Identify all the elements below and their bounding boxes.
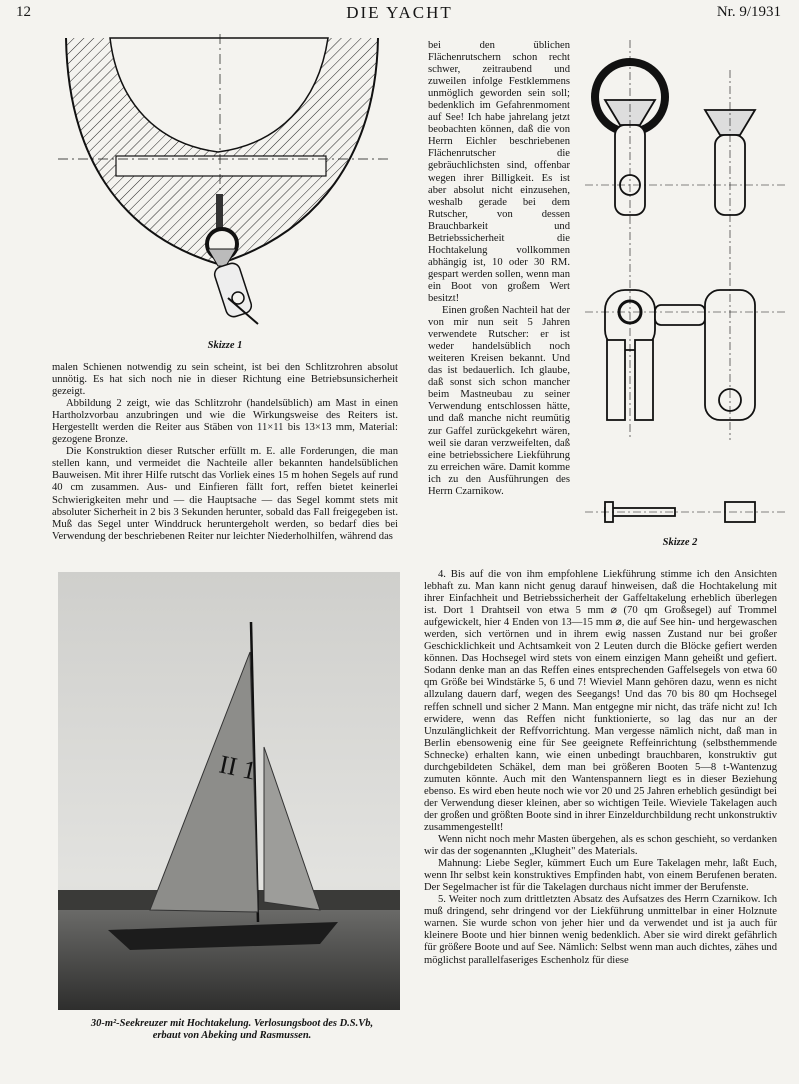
sketch2-slider-parts bbox=[585, 40, 785, 540]
paragraph: Mahnung: Liebe Segler, kümmert Euch um Eure Takelagen mehr, laßt Euch, wenn Ihr selbst kein konstruktives Empfinden habt, von einem Berufenen beraten. Der Segelmacher ist für die Takelagen durchaus nicht immer der Berufenste. bbox=[424, 858, 777, 894]
right-column-text bbox=[424, 569, 777, 967]
paragraph: Einen großen Nachteil hat der von mir nun seit 5 Jahren verwendete Rutscher: er ist weder handelsüblich noch weiteren Kreisen bekannt. Und das ist bedauerlich. Ich glaube, daß sonst sich schon mancher beim Mastneubau zu seiner Verwendung entschlossen hätte, und daß manche nicht reumütig zur Gaffel zurückgekehrt wären, weil sie daran verzweifelten, daß eine betriebssichere Liekführung zu erreichen wäre. Damit komme ich zu den Ausführungen des Herrn Czarnikow. bbox=[428, 305, 570, 497]
middle-column-text bbox=[428, 40, 570, 498]
photo-caption bbox=[52, 1018, 412, 1042]
sailboat-photo bbox=[58, 572, 400, 1010]
paragraph: 4. Bis auf die von ihm empfohlene Liekführung stimme ich den Ansichten lebhaft zu. Man kann nicht genug darauf hinweisen, daß die Hochtakelung mit ihrer Einfachheit und Betriebssicherheit der Gaffeltakelung erheblich überlegen ist. Dort 1 Drahtseil von etwa 5 mm ⌀ (70 qm Großsegel) auf Trommel aufgewickelt, hier 4 Enden von 13—15 mm ⌀, die auf See hin- und hergewaschen werden, sich vertörnen und in ihrem ewig nassen Zustand nur bei großer Geschicklichkeit und Achtsamkeit von 2 Leuten durch die Blöcke gefiert werden können. Das Hochsegel wird stets von einem einzigen Mann geheißt und gefiert. Sodann denke man an das Reffen eines entsprechenden Gaffelsegels von etwa 60 qm Größe bei Windstärke 5, 6 und 7! Wieviel Mann gehören dazu, wenn es nicht allzulang dauern darf, wegen des Seegangs! Und das 70 bis 80 qm Hochsegel reffen schnell und sicher 2 Mann. Man entgegne mir nicht, das träfe nicht zu! Ich erwidere, wenn das Reffen nicht funktionierte, so lag das nur an der Unzulänglichkeit der Reffvorrichtung. Man vergesse nämlich nicht, daß man in Berlin ebensowenig eine für See geeignete Reffeinrichtung (selbsthemmende Schnecke) erhalten kann, wie einen unbedingt brauchbaren, konstruktiv gut durchgebildeten Schäkel, dem man bei größeren Booten 5—8 t-Wantenzug zumuten könnte. Auch mit den Wantenspannern liegt es in dieser Beziehung ebenso. Es wird eben heute noch wie vor 20 und 25 Jahren erheblich gesündigt bei der Verwendung dieser kleinen, aber so wichtigen Teile. Wieviele Takelagen auch der großen und größten Boote sind in ihrer Einzeldurchbildung recht unkonstruktiv zusammengestellt! bbox=[424, 569, 777, 833]
paragraph: Wenn nicht noch mehr Masten übergehen, als es schon geschieht, so verdanken wir das der sogenannten „Klugheit" des Materials. bbox=[424, 834, 777, 858]
paragraph: Abbildung 2 zeigt, wie das Schlitzrohr (handelsüblich) am Mast in einen Hartholzvorbau anzubringen und wie die Wirkungsweise des Reiters ist. Hergestellt werden die Reiter aus Stäben von 11×11 bis 13×13 mm, Material: gezogene Bronze. bbox=[52, 398, 398, 446]
paragraph: Die Konstruktion dieser Rutscher erfüllt m. E. alle Forderungen, die man stellen kann, und vermeidet die Nachteile aller bekannten handelsüblichen Bauweisen. Mit ihrer Hilfe rutscht das Vorliek eines 15 m hohen Segels auf rund 40 cm zusammen. Aus- und Einfieren fällt fort, reffen bietet keinerlei Schwierigkeiten mehr und — die Hauptsache — das Segel kommt stets mit absoluter Sicherheit in 2 bis 3 Sekunden herunter, sobald das Fall freigegeben ist. Muß das Segel unter Winddruck heruntergeholt werden, so bedarf dies bei Verwendung der beschriebenen Reiter nur leichter Niederholhilfen, während das bbox=[52, 446, 398, 542]
left-column-text bbox=[52, 362, 398, 543]
paragraph: malen Schienen notwendig zu sein scheint, ist bei den Schlitzrohren absolut unnötig. Es hat sich noch nie in dieser Richtung eine Betriebsunsicherheit gezeigt. bbox=[52, 362, 398, 398]
sketch1-caption: Skizze 1 bbox=[207, 340, 243, 351]
journal-title: DIE YACHT bbox=[346, 3, 453, 22]
sketch1-mast-section bbox=[58, 34, 388, 334]
photo-caption-line2: erbaut von Abeking und Rasmussen. bbox=[152, 1030, 312, 1041]
page-number: 12 bbox=[16, 4, 31, 20]
sail-marking: II 1 bbox=[216, 749, 259, 786]
issue-number: Nr. 9/1931 bbox=[716, 4, 781, 20]
photo-caption-line1: 30-m²-Seekreuzer mit Hochtakelung. Verlosungsboot des D.S.Vb, bbox=[90, 1018, 374, 1029]
paragraph: bei den üblichen Flächenrutschern schon recht schwer, zeitraubend und zuweilen infolge Festklemmens unmöglich geworden sein soll; bedenklich im Gefahrenmoment auf See! Ich habe jahrelang jetzt beobachten können, daß die von Herrn Eichler beschriebenen Flächenrutscher die gebräuchlichsten sind, offenbar wegen ihrer Billigkeit. Es ist aber absolut nicht einzusehen, weshalb gerade bei dem Rutscher, von dessen Brauchbarkeit und Betriebssicherheit die Hochtakelung vollkommen abhängig ist, 10 oder 30 RM. gespart werden sollen, wenn man ein Boot von großem Wert besitzt! bbox=[428, 40, 570, 304]
sketch2-caption: Skizze 2 bbox=[662, 537, 698, 548]
paragraph: 5. Weiter noch zum drittletzten Absatz des Aufsatzes des Herrn Czarnikow. Ich muß dringend, sehr dringend vor der Liekführung unmittelbar in einer Holznute warnen. Sie wurde schon von jeher hier und da verwendet und ist ja auch für kleinere Boote und hier binnen wenig bedenklich. Aber sie wird direkt gefährlich für größere Boote und auf See. Nämlich: Selbst wenn man auch dichtes, zähes und möglichst parallelfaseriges Eschenholz für diese bbox=[424, 894, 777, 966]
